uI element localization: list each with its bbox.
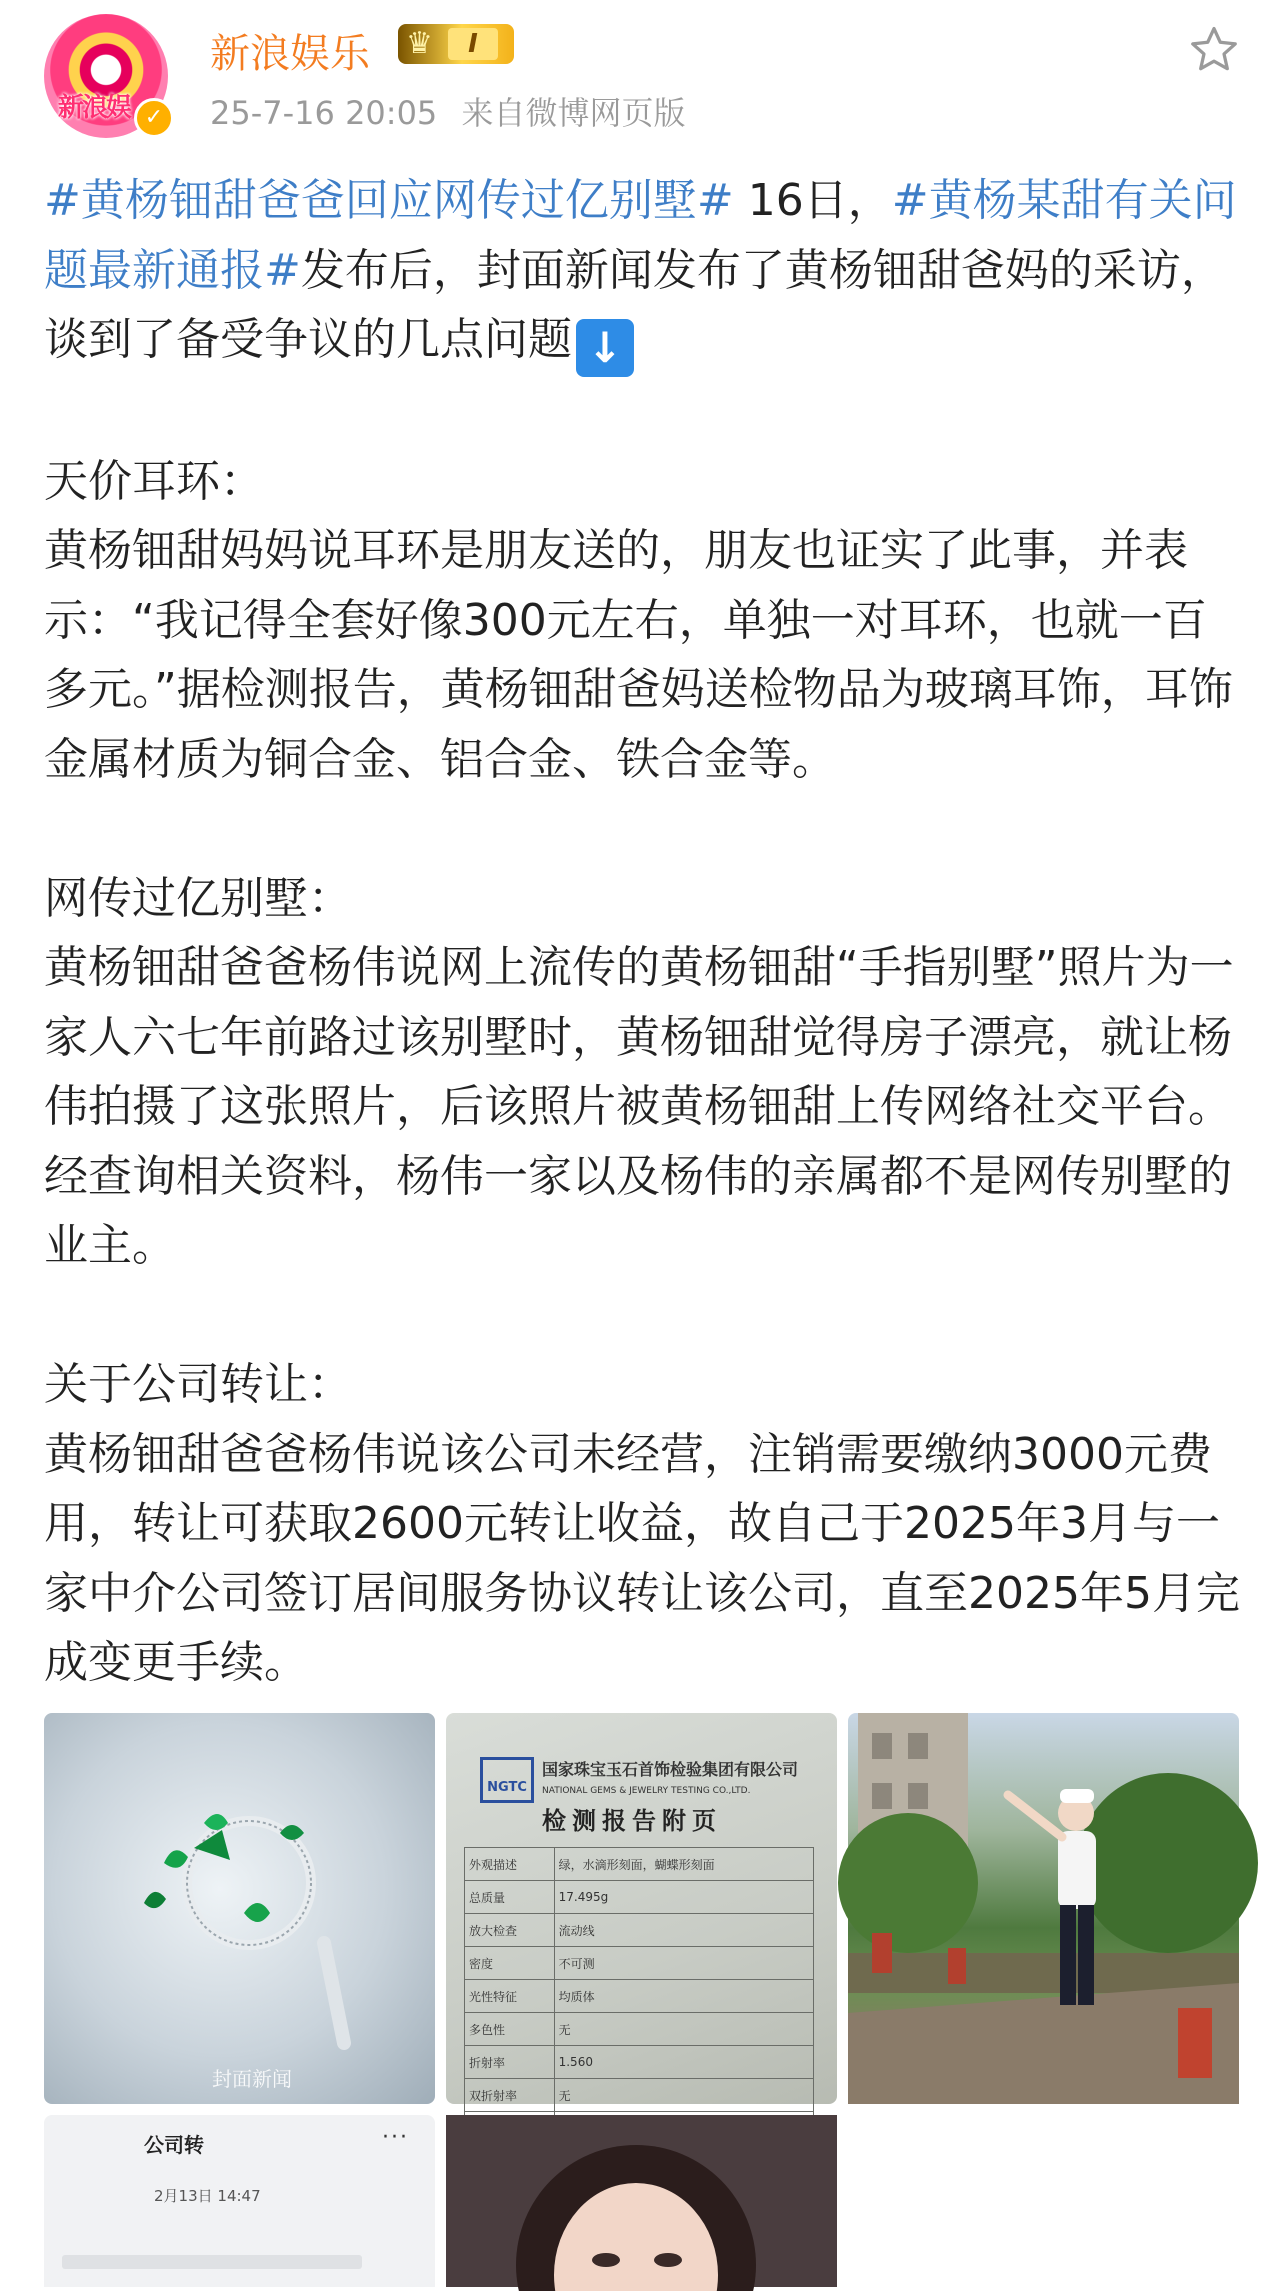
table-cell: 流动线 — [554, 1914, 813, 1947]
spacer — [44, 377, 1244, 447]
table-cell: 无 — [554, 2079, 813, 2112]
section-title: 天价耳环： — [44, 455, 264, 507]
table-cell: 17.495g — [554, 1881, 813, 1914]
table-cell: 折射率 — [465, 2046, 555, 2079]
image-chat-screenshot[interactable] — [44, 2115, 435, 2287]
table-row — [465, 1881, 814, 1914]
chat-date: 2月13日 14:47 — [154, 2187, 261, 2205]
table-cell: 均质体 — [554, 1980, 813, 2013]
avatar-brand-text: 新浪娱 — [58, 93, 131, 123]
section-title: 网传过亿别墅： — [44, 872, 352, 924]
table-cell: 密度 — [465, 1947, 555, 1980]
table-cell: 绿，水滴形刻面，蝴蝶形刻面 — [554, 1848, 813, 1881]
post-header — [0, 0, 1283, 160]
table-cell: 外观描述 — [465, 1848, 555, 1881]
image-portrait[interactable] — [446, 2115, 837, 2287]
table-row — [465, 2046, 814, 2079]
table-row — [465, 1947, 814, 1980]
post-meta — [210, 88, 685, 134]
post-intro — [44, 166, 1244, 377]
table-row — [465, 2013, 814, 2046]
table-cell: 双折射率 — [465, 2079, 555, 2112]
table-row — [465, 1980, 814, 2013]
image-watermark: 封面新闻 — [212, 2067, 292, 2091]
table-row — [465, 1914, 814, 1947]
section-body: 黄杨钿甜爸爸杨伟说该公司未经营，注销需要缴纳3000元费用，转让可获取2600元转让收益，故自己于2025年3月与一家中介公司签订居间服务协议转让该公司，直至2025年5月完成变更手续。 — [44, 1428, 1240, 1688]
verified-icon: ✓ — [134, 98, 174, 138]
report-org-cn: 国家珠宝玉石首饰检验集团有限公司 — [542, 1760, 799, 1779]
table-cell: 放大检查 — [465, 1914, 555, 1947]
image-test-report[interactable] — [446, 1713, 837, 2104]
section-body: 黄杨钿甜妈妈说耳环是朋友送的，朋友也证实了此事，并表示：“我记得全套好像300元左右，单独一对耳环，也就一百多元。”据检测报告，黄杨钿甜爸妈送检物品为玻璃耳饰，耳饰金属材质为铜合金、铝合金、铁合金等。 — [44, 525, 1233, 785]
chat-message-placeholder — [62, 2255, 362, 2269]
star-icon[interactable] — [1186, 22, 1242, 78]
hashtag-link[interactable]: #黄杨某甜有关问题最新通报# — [44, 175, 1237, 296]
ngtc-logo: NGTC — [480, 1757, 534, 1803]
post-body — [44, 166, 1244, 1698]
spacer — [44, 1281, 1244, 1351]
spacer — [44, 794, 1244, 864]
table-cell: 1.560 — [554, 2046, 813, 2079]
post-timestamp[interactable]: 25-7-16 20:05 — [210, 94, 438, 132]
report-org — [542, 1761, 802, 1800]
author-name[interactable]: 新浪娱乐 — [210, 31, 370, 77]
section-body: 黄杨钿甜爸爸杨伟说网上流传的黄杨钿甜“手指别墅”照片为一家人六七年前路过该别墅时，黄杨钿甜觉得房子漂亮，就让杨伟拍摄了这张照片，后该照片被黄杨钿甜上传网络社交平台。经查询相关资料，杨伟一家以及杨伟的亲属都不是网传别墅的业主。 — [44, 942, 1234, 1271]
table-cell: 不可测 — [554, 1947, 813, 1980]
vip-badge[interactable] — [398, 24, 514, 64]
table-cell: 光性特征 — [465, 1980, 555, 2013]
table-cell: 多色性 — [465, 2013, 555, 2046]
down-arrow-icon: ↓ — [576, 319, 634, 377]
chat-title: 公司转 — [144, 2133, 204, 2157]
earring-illustration — [44, 1713, 435, 2104]
vip-level: I — [448, 28, 498, 60]
report-table — [464, 1847, 814, 2145]
crown-icon: ♛ — [406, 26, 433, 61]
intro-text: 16日， — [733, 175, 892, 226]
table-row — [465, 2079, 814, 2112]
intro-text: 发布后，封面新闻发布了黄杨钿甜爸妈的采访，谈到了备受争议的几点问题 — [44, 244, 1225, 365]
table-row — [465, 1848, 814, 1881]
table-cell: 无 — [554, 2013, 813, 2046]
section-title: 关于公司转让： — [44, 1359, 352, 1410]
table-cell: 总质量 — [465, 1881, 555, 1914]
report-heading: 检测报告附页 — [542, 1807, 722, 1835]
hashtag-link[interactable]: #黄杨钿甜爸爸回应网传过亿别墅# — [44, 175, 734, 226]
report-org-en: NATIONAL GEMS & JEWELRY TESTING CO.,LTD. — [542, 1786, 751, 1796]
post-source: 来自微博网页版 — [461, 94, 686, 132]
image-earring[interactable] — [44, 1713, 435, 2104]
more-icon: ··· — [382, 2125, 409, 2150]
portrait-illustration — [446, 2115, 837, 2287]
villa-photo-illustration — [848, 1713, 1239, 2104]
image-villa-photo[interactable] — [848, 1713, 1239, 2104]
